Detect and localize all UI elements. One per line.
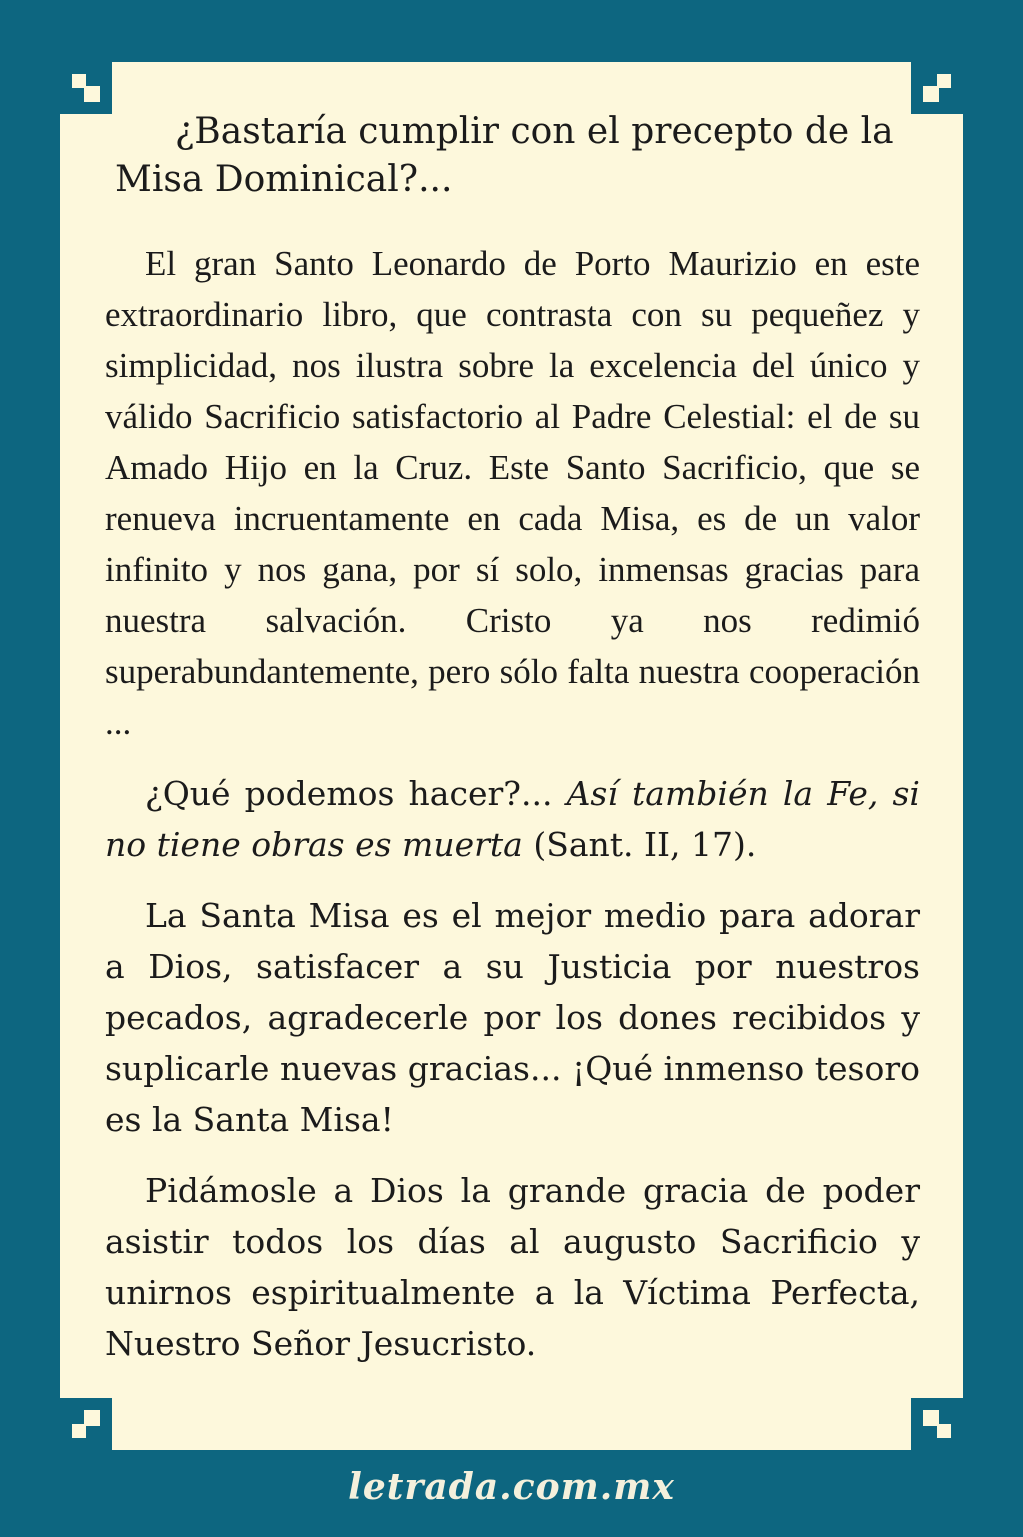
paragraph-prayer: Pidámosle a Dios la grande gracia de poder asistir todos los días al augusto Sacrificio y unirnos espiritualmente a la Víctima Perfecta, Nuestro Señor Jesucristo. xyxy=(105,1171,920,1363)
scripture-reference: (Sant. II, 17). xyxy=(522,825,757,864)
paragraph-intro: El gran Santo Leonardo de Porto Maurizio en este extraordinario libro, que contrasta con su pequeñez y simplicidad, nos ilustra sobre la excelencia del único y válido Sacrificio satisfactorio al Padre Celestial: el de su Amado Hijo en la Cruz. Este Santo Sacrificio, que se renueva incruentamente en cada Misa, es de un valor infinito y nos gana, por sí solo, inmensas gracias para nuestra salvación. Cristo ya nos redimió superabundantemente, pero sólo falta nuestra cooperación ... xyxy=(105,244,920,742)
scripture-quote: Así también la Fe, si no tiene obras es muerta xyxy=(105,774,920,864)
paragraph-holy-mass: La Santa Misa es el mejor medio para adorar a Dios, satisfacer a su Justicia por nuestros pecados, agradecerle por los dones recibidos y suplicarle nuevas gracias... ¡Qué inmenso tesoro es la Santa Misa! xyxy=(105,896,920,1139)
text-content xyxy=(105,108,920,1389)
paragraph-question xyxy=(105,768,920,870)
page-title: ¿Bastaría cumplir con el precepto de la Misa Dominical?... xyxy=(115,111,894,200)
question-text: ¿Qué podemos hacer?... xyxy=(145,774,567,813)
corner-ornament-bottom-left xyxy=(60,1398,112,1450)
corner-square-ornament xyxy=(937,1424,951,1438)
corner-ornament-top-right xyxy=(911,62,963,114)
corner-square-ornament xyxy=(72,1424,86,1438)
corner-square-ornament xyxy=(72,74,86,88)
corner-ornament-top-left xyxy=(60,62,112,114)
website-link[interactable]: letrada.com.mx xyxy=(348,1466,675,1508)
corner-square-ornament xyxy=(937,74,951,88)
